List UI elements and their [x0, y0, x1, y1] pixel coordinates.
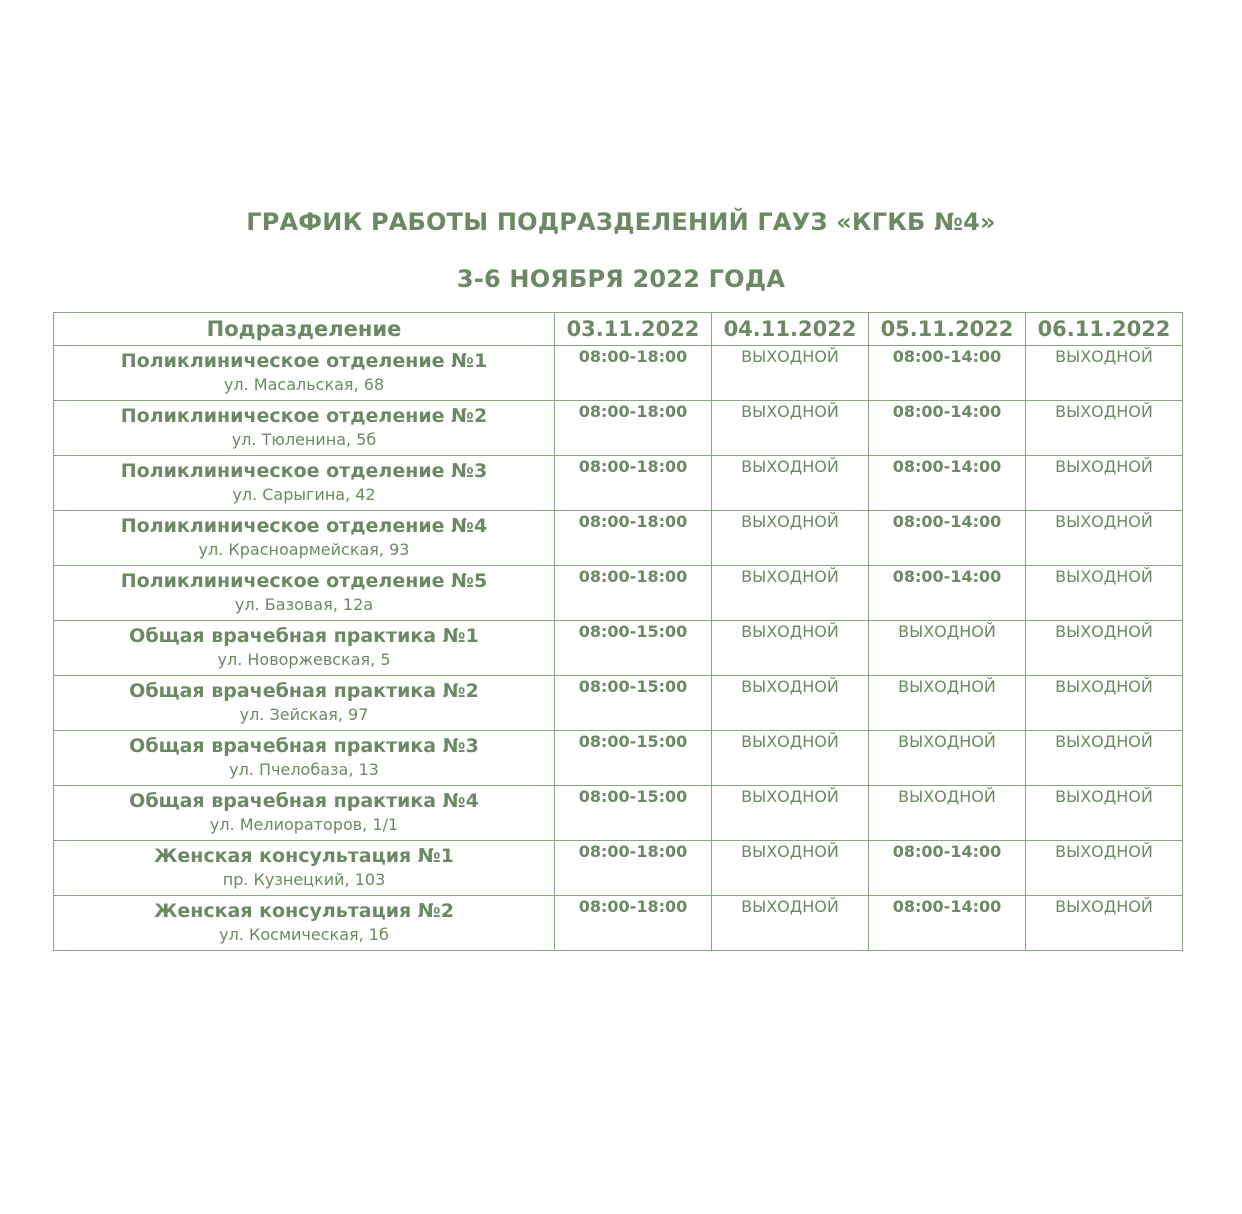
- schedule-cell: ВЫХОДНОЙ: [712, 896, 869, 951]
- schedule-cell: ВЫХОДНОЙ: [712, 401, 869, 456]
- schedule-cell: 08:00-15:00: [555, 621, 712, 676]
- schedule-cell: ВЫХОДНОЙ: [712, 456, 869, 511]
- unit-name: Поликлиническое отделение №5: [120, 570, 488, 592]
- header-date: 05.11.2022: [869, 313, 1026, 346]
- schedule-cell: ВЫХОДНОЙ: [712, 841, 869, 896]
- schedule-cell: 08:00-18:00: [555, 346, 712, 401]
- unit-address: ул. Мелиораторов, 1/1: [209, 815, 399, 834]
- unit-cell: [54, 621, 555, 676]
- unit-name: Общая врачебная практика №1: [129, 625, 479, 647]
- schedule-cell: ВЫХОДНОЙ: [1026, 676, 1183, 731]
- schedule-cell: ВЫХОДНОЙ: [712, 346, 869, 401]
- unit-name: Поликлиническое отделение №1: [120, 350, 488, 372]
- unit-cell: [54, 896, 555, 951]
- schedule-cell: 08:00-18:00: [555, 896, 712, 951]
- unit-cell: [54, 401, 555, 456]
- unit-name: Поликлиническое отделение №2: [120, 405, 488, 427]
- schedule-cell: ВЫХОДНОЙ: [712, 621, 869, 676]
- table-row: [54, 676, 1183, 731]
- schedule-cell: 08:00-14:00: [869, 841, 1026, 896]
- schedule-cell: ВЫХОДНОЙ: [712, 786, 869, 841]
- schedule-cell: 08:00-18:00: [555, 841, 712, 896]
- header-unit: Подразделение: [54, 313, 555, 346]
- schedule-cell: 08:00-14:00: [869, 346, 1026, 401]
- schedule-cell: ВЫХОДНОЙ: [1026, 346, 1183, 401]
- unit-cell: [54, 456, 555, 511]
- schedule-cell: ВЫХОДНОЙ: [1026, 621, 1183, 676]
- table-row: [54, 896, 1183, 951]
- unit-address: ул. Базовая, 12а: [234, 595, 374, 614]
- schedule-cell: ВЫХОДНОЙ: [712, 676, 869, 731]
- unit-address: ул. Тюленина, 5б: [231, 430, 377, 449]
- schedule-cell: 08:00-18:00: [555, 401, 712, 456]
- schedule-cell: 08:00-14:00: [869, 566, 1026, 621]
- schedule-cell: ВЫХОДНОЙ: [869, 786, 1026, 841]
- table-row: [54, 621, 1183, 676]
- unit-cell: [54, 841, 555, 896]
- schedule-cell: ВЫХОДНОЙ: [1026, 786, 1183, 841]
- unit-name: Общая врачебная практика №3: [129, 735, 479, 757]
- table-row: [54, 346, 1183, 401]
- unit-address: ул. Сарыгина, 42: [232, 485, 376, 504]
- table-row: [54, 401, 1183, 456]
- table-row: [54, 786, 1183, 841]
- unit-cell: [54, 786, 555, 841]
- unit-cell: [54, 346, 555, 401]
- schedule-cell: 08:00-14:00: [869, 456, 1026, 511]
- table-row: [54, 731, 1183, 786]
- schedule-table: [53, 312, 1183, 951]
- table-header-row: [54, 313, 1183, 346]
- schedule-cell: 08:00-18:00: [555, 456, 712, 511]
- schedule-cell: 08:00-14:00: [869, 896, 1026, 951]
- header-date: 03.11.2022: [555, 313, 712, 346]
- table-row: [54, 566, 1183, 621]
- unit-cell: [54, 511, 555, 566]
- unit-name: Общая врачебная практика №4: [129, 790, 479, 812]
- schedule-cell: ВЫХОДНОЙ: [1026, 511, 1183, 566]
- unit-cell: [54, 676, 555, 731]
- table-body: [54, 346, 1183, 951]
- unit-address: ул. Новоржевская, 5: [217, 650, 391, 669]
- header-date: 04.11.2022: [712, 313, 869, 346]
- unit-address: ул. Зейская, 97: [239, 705, 369, 724]
- schedule-cell: ВЫХОДНОЙ: [1026, 566, 1183, 621]
- schedule-cell: ВЫХОДНОЙ: [1026, 401, 1183, 456]
- schedule-cell: ВЫХОДНОЙ: [869, 621, 1026, 676]
- header-date: 06.11.2022: [1026, 313, 1183, 346]
- unit-address: ул. Красноармейская, 93: [198, 540, 410, 559]
- unit-address: ул. Масальская, 68: [223, 375, 385, 394]
- unit-name: Общая врачебная практика №2: [129, 680, 479, 702]
- schedule-cell: 08:00-18:00: [555, 566, 712, 621]
- unit-name: Женская консультация №2: [154, 900, 454, 922]
- schedule-cell: 08:00-15:00: [555, 676, 712, 731]
- unit-name: Поликлиническое отделение №3: [120, 460, 488, 482]
- unit-cell: [54, 566, 555, 621]
- schedule-cell: ВЫХОДНОЙ: [1026, 456, 1183, 511]
- document-title: ГРАФИК РАБОТЫ ПОДРАЗДЕЛЕНИЙ ГАУЗ «КГКБ №4»: [246, 208, 996, 236]
- table-row: [54, 456, 1183, 511]
- schedule-cell: ВЫХОДНОЙ: [869, 731, 1026, 786]
- unit-address: ул. Космическая, 1б: [219, 925, 389, 944]
- schedule-cell: 08:00-14:00: [869, 401, 1026, 456]
- unit-cell: [54, 731, 555, 786]
- unit-address: пр. Кузнецкий, 103: [222, 870, 386, 889]
- schedule-cell: 08:00-18:00: [555, 511, 712, 566]
- schedule-cell: ВЫХОДНОЙ: [1026, 731, 1183, 786]
- schedule-cell: ВЫХОДНОЙ: [712, 566, 869, 621]
- schedule-cell: 08:00-15:00: [555, 731, 712, 786]
- table-row: [54, 841, 1183, 896]
- schedule-cell: ВЫХОДНОЙ: [712, 511, 869, 566]
- schedule-cell: ВЫХОДНОЙ: [1026, 841, 1183, 896]
- schedule-cell: 08:00-15:00: [555, 786, 712, 841]
- schedule-cell: 08:00-14:00: [869, 511, 1026, 566]
- unit-name: Поликлиническое отделение №4: [120, 515, 488, 537]
- unit-address: ул. Пчелобаза, 13: [229, 760, 379, 779]
- schedule-cell: ВЫХОДНОЙ: [869, 676, 1026, 731]
- document-subtitle-dates: 3-6 НОЯБРЯ 2022 ГОДА: [456, 265, 786, 293]
- table-row: [54, 511, 1183, 566]
- schedule-cell: ВЫХОДНОЙ: [1026, 896, 1183, 951]
- schedule-cell: ВЫХОДНОЙ: [712, 731, 869, 786]
- unit-name: Женская консультация №1: [154, 845, 454, 867]
